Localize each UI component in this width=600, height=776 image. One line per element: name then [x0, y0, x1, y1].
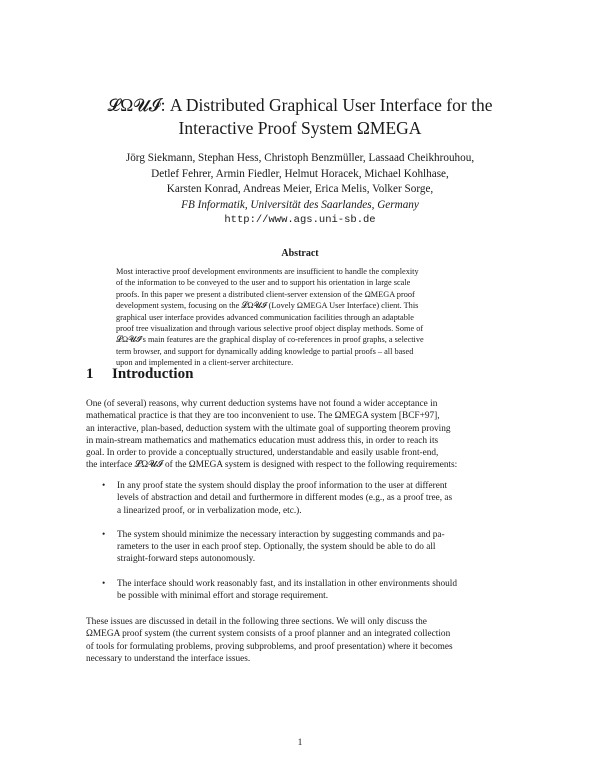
bullet-icon: •: [102, 481, 106, 491]
item-line: straight-forward steps autonomously.: [117, 554, 256, 565]
abstract-line: term browser, and support for dynamically adding knowledge to partial proofs – all based: [116, 346, 414, 356]
abstract-line: Most interactive proof development environments are insufficient to handle the complexity: [116, 267, 419, 276]
page-number: 1: [297, 738, 303, 748]
bullet-icon: •: [102, 578, 106, 589]
paragraph-line: One (of several) reasons, why current deduction systems have not found a wider acceptance in: [86, 399, 438, 409]
author-line-2: Detlef Fehrer, Armin Fiedler, Helmut Horacek, Michael Kohlhase,: [151, 167, 449, 180]
requirement-item: [100, 578, 520, 603]
paragraph-line: mathematical practice is that they are too inconvenient to use. The ΩMEGA system [BCF+97],: [86, 411, 440, 422]
title-line-1: 𝓛Ω𝓤𝓘: A Distributed Graphical User Interface for the: [107, 95, 493, 115]
author-line-3: Karsten Konrad, Andreas Meier, Erica Melis, Volker Sorge,: [166, 183, 434, 195]
abstract-line: 𝓛Ω𝓤𝓘's main features are the graphical display of co-references in proof graphs, a selective: [116, 335, 424, 345]
abstract-heading: Abstract: [281, 248, 319, 259]
affiliation: FB Informatik, Universität des Saarlandes, Germany: [181, 198, 419, 211]
item-line: levels of abstraction and detail and furthermore in different modes (e.g., as a proof tree, as: [117, 493, 453, 504]
abstract-line: development system, focusing on the 𝓛Ω𝓤𝓘 (Lovely ΩMEGA User Interface) client. This: [116, 301, 419, 311]
abstract-body: [116, 266, 486, 369]
section-heading: [86, 366, 193, 383]
paragraph-line: goal. In order to provide a conceptually structured, understandable and easily usable front-end,: [86, 448, 439, 459]
item-line: The system should minimize the necessary interaction by suggesting commands and pa-: [117, 529, 445, 540]
item-line: In any proof state the system should display the proof information to the user at different: [117, 481, 448, 491]
paragraph-line: ΩMEGA proof system (the current system consists of a proof planner and an integrated collection: [86, 629, 451, 640]
paper-title: [60, 94, 540, 140]
requirement-item: [100, 529, 520, 566]
author-block: [60, 151, 540, 229]
paragraph-line: necessary to understand the interface issues.: [86, 653, 251, 664]
paragraph-line: of tools for formulating problems, proving subproblems, and proof presentation) where it becomes: [86, 641, 453, 652]
abstract-line: proof tree visualization and through various selective proof object display methods. Some of: [116, 324, 424, 334]
abstract-line: of the information to be conveyed to the user and to support his orientation in large scale: [116, 278, 411, 288]
intro-paragraph-2: [86, 616, 516, 665]
bullet-icon: •: [102, 529, 106, 540]
author-line-1: Jörg Siekmann, Stephan Hess, Christoph Benzmüller, Lassaad Cheikhrouhou,: [125, 152, 475, 164]
paragraph-line: the interface 𝓛Ω𝓤𝓘 of the ΩMEGA system is designed with respect to the following requirements:: [86, 460, 458, 471]
item-line: The interface should work reasonably fast, and its installation in other environments should: [117, 578, 458, 589]
item-line: a linearized proof, or in verbalization mode, etc.).: [117, 505, 302, 516]
intro-paragraph-1: [86, 398, 516, 472]
abstract-line: proofs. In this paper we present a distributed client-server extension of the ΩMEGA proof: [116, 289, 415, 299]
requirements-list: [100, 480, 520, 614]
paragraph-line: These issues are discussed in detail in the following three sections. We will only discuss the: [86, 617, 427, 627]
item-line: be possible with minimal effort and storage requirement.: [117, 591, 329, 602]
section-number: 1: [86, 366, 94, 382]
paragraph-line: in main-stream mathematics and mathematics education must address this, in order to reach its: [86, 435, 439, 446]
abstract-line: upon and implemented in a client-server architecture.: [116, 358, 294, 368]
title-line-2: Interactive Proof System ΩMEGA: [178, 118, 422, 138]
section-title: Introduction: [112, 366, 194, 382]
requirement-item: [100, 480, 520, 517]
item-line: rameters to the user in each proof step. Optionally, the system should be able to do all: [117, 542, 436, 553]
author-url: http://www.ags.uni-sb.de: [224, 214, 376, 226]
abstract-line: graphical user interface provides advanced communication facilities through an adaptable: [116, 312, 414, 322]
paragraph-line: an interactive, plan-based, deduction system with the ultimate goal of supporting theorem proving: [86, 423, 451, 434]
